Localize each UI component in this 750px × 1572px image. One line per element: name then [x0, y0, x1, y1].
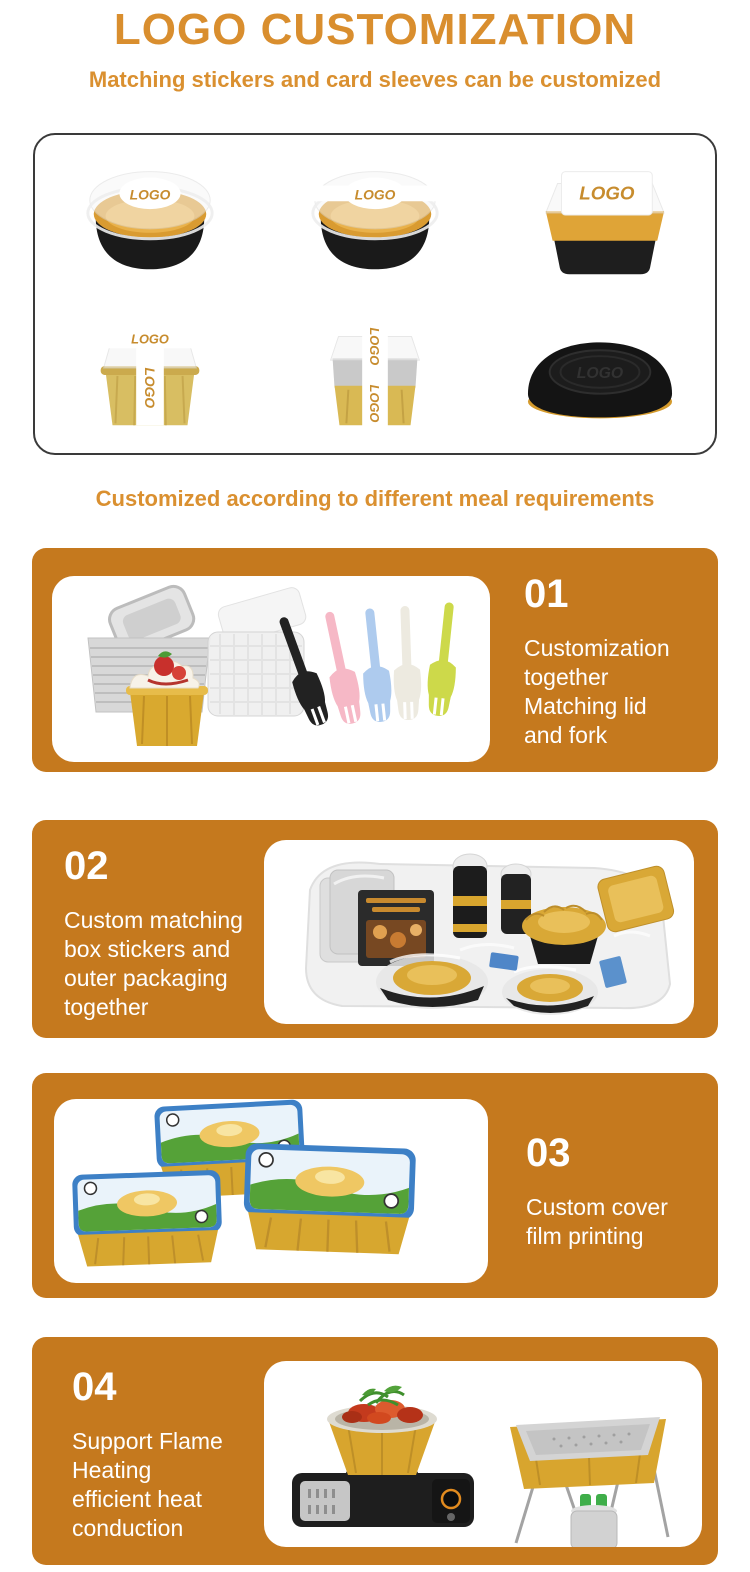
- card-sleeve-image: [494, 144, 706, 292]
- embossed-pan-image: [494, 297, 706, 445]
- black-base: [554, 236, 657, 273]
- vertical-band-cup-image: [269, 297, 481, 445]
- feature-02-line: outer packaging: [64, 965, 228, 991]
- feature-02-image-panel: [264, 840, 694, 1024]
- logo-showcase-panel: [33, 133, 717, 455]
- feature-01-text: [524, 634, 670, 750]
- feature-02-number: 02: [64, 844, 109, 888]
- foil-bowl-crawfish: [327, 1386, 437, 1475]
- feature-01-line: Matching lid: [524, 693, 647, 719]
- feature-04-number: 04: [72, 1365, 117, 1409]
- logo-sticker-text: LOGO: [354, 185, 396, 202]
- feature-01-line: Customization: [524, 635, 670, 661]
- showcase-item-t-band-cup: [44, 297, 256, 445]
- printed-container-front-right: [242, 1143, 416, 1255]
- logo-sticker-text: LOGO: [129, 185, 170, 202]
- showcase-item-embossed-pan: [494, 297, 706, 445]
- logo-band-text-upper: LOGO: [367, 326, 383, 365]
- feature-03-line: Custom cover: [526, 1194, 668, 1220]
- logo-embossed-text: LOGO: [577, 364, 624, 382]
- feature-03-text: [526, 1193, 668, 1251]
- showcase-item-round-bowl-sticker: [44, 144, 256, 292]
- showcase-item-vertical-band-cup: [269, 297, 481, 445]
- feature-02-text: [64, 906, 243, 1022]
- fork-green: [424, 601, 463, 717]
- page-title: LOGO CUSTOMIZATION: [113, 5, 637, 54]
- printed-container-front-left: [72, 1170, 223, 1267]
- logo-band-text-lower: LOGO: [367, 384, 383, 422]
- feature-04: [32, 1337, 718, 1565]
- logo-band-text: LOGO: [130, 330, 169, 346]
- feature-01-line: and fork: [524, 722, 608, 748]
- page-subtitle: Matching stickers and card sleeves can be customized: [88, 67, 662, 92]
- logo-band-text-vertical: LOGO: [141, 366, 158, 408]
- feature-04-line: conduction: [72, 1515, 184, 1541]
- feature-01-line: together: [524, 664, 609, 690]
- feature-04-line: efficient heat: [72, 1486, 203, 1512]
- feature-03: [32, 1073, 718, 1298]
- showcase-item-round-bowl-band: [269, 144, 481, 292]
- fork-blue: [356, 607, 395, 723]
- logo-card-text: LOGO: [579, 181, 635, 203]
- feature-03-line: film printing: [526, 1223, 644, 1249]
- fork-cream: [391, 606, 422, 721]
- feature-02: [32, 820, 718, 1038]
- feature-04-line: Support Flame: [72, 1428, 223, 1454]
- feature-04-text: [72, 1427, 223, 1543]
- feature-02-line: together: [64, 994, 149, 1020]
- feature-03-image-panel: [54, 1099, 488, 1283]
- feature-04-image-panel: [264, 1361, 702, 1547]
- foil-pan-on-stand: [510, 1417, 668, 1547]
- feature-04-image: [264, 1361, 702, 1547]
- fuel-can: [571, 1494, 617, 1547]
- feature-01-image: [52, 576, 490, 762]
- feature-01: [32, 548, 718, 772]
- round-bowl-sticker-image: [44, 144, 256, 292]
- stove-dial: [442, 1490, 460, 1508]
- feature-02-image: [264, 840, 694, 1024]
- feature-01-number: 01: [524, 572, 569, 616]
- t-band-cup-image: [44, 297, 256, 445]
- feature-02-line: Custom matching: [64, 907, 243, 933]
- feature-02-line: box stickers and: [64, 936, 231, 962]
- meal-requirements-subtitle: Customized according to different meal requirements: [95, 486, 655, 511]
- feature-03-image: [54, 1099, 488, 1283]
- feature-01-image-panel: [52, 576, 490, 762]
- wrapped-bowl-left: [376, 955, 488, 1009]
- showcase-item-card-sleeve: [494, 144, 706, 292]
- feature-03-number: 03: [526, 1131, 571, 1175]
- feature-04-line: Heating: [72, 1457, 152, 1483]
- round-bowl-band-image: [269, 144, 481, 292]
